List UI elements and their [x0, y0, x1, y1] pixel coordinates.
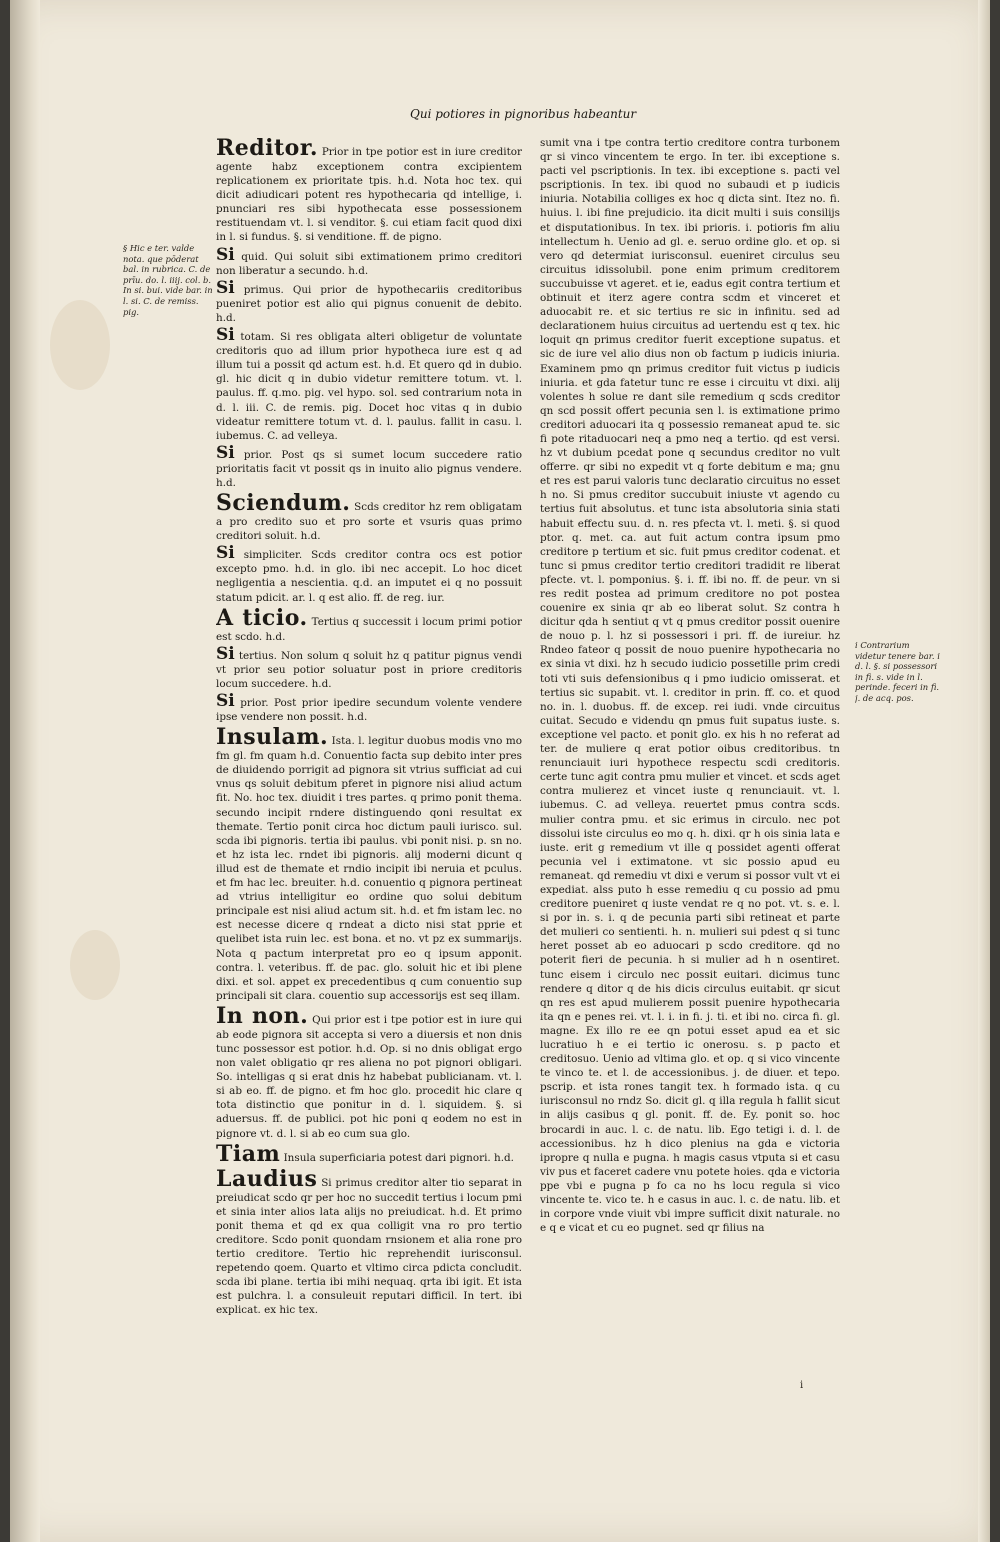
commentary-paragraph	[216, 645, 522, 691]
lemma-heading: A ticio.	[216, 604, 308, 631]
commentary-paragraph	[216, 246, 522, 278]
commentary-text: totam. Si res obligata alteri obligetur de voluntate creditoris quo ad illum prior hypotheca iure est q ad illum tui a possit qd actum est. h.d. Et quero qd in dubio. gl. hic dicit q in dubio videtur remittere totum. vt. l. paulus. ff. q.mo. pig. vel hypo. sol. sed contrarium nota in d. l. iii. C. de remis. pig. Docet hoc vitas q in dubio videatur remittere totum vt. d. l. paulus. fallit in casu. l. iubemus. C. ad velleya.	[216, 331, 522, 442]
commentary-text: Prior in tpe potior est in iure creditor agente habz exceptionem contra excipientem replicationem ex prioritate tpis. h.d. Nota hoc tex. qui dicit adiudicari potent res hypothecaria qd intellige, i. pnunciari res sibi hypothecata esse possessionem restituendam vt. l. si venditor. §. cui etiam facit quod dixi in l. si fundus. §. si venditione. ff. de pigno.	[216, 146, 522, 244]
page-mark: i	[800, 1380, 804, 1391]
book-page	[10, 0, 990, 1542]
commentary-paragraph	[216, 1004, 522, 1141]
commentary-paragraph	[216, 326, 522, 443]
paper-stain	[50, 300, 110, 390]
commentary-column-left	[216, 136, 522, 1386]
commentary-paragraph	[216, 1167, 522, 1318]
page-gutter	[10, 0, 40, 1542]
commentary-column-right	[540, 136, 840, 1386]
lemma-heading: Si	[216, 691, 235, 711]
commentary-text: Qui prior est i tpe potior est in iure qui ab eode pignora sit accepta si vero a diuersis et non dnis tunc possessor est potior. h.d. Op. si no dnis obligat ergo non valet obligatio qr res aliena no pot pignori obligari. So. intelligas q si erat dnis hz habebat publicianam. vt. l. si ab eo. ff. de pigno. et fm hoc glo. procedit hic clare q tota distinctio que ponitur in d. l. siquidem. §. si aduersus. ff. de publici. pot hic poni q eodem no est in pignore vt. d. l. si ab eo cum sua glo.	[216, 1013, 522, 1140]
commentary-text: prior. Post prior ipedire secundum volente vendere ipse vendere non possit. h.d.	[216, 697, 522, 724]
lemma-heading: Si	[216, 442, 235, 463]
commentary-paragraph	[216, 444, 522, 490]
lemma-heading: Si	[216, 543, 235, 564]
commentary-text: Insula superficiaria potest dari pignori. h.d.	[283, 1151, 514, 1164]
lemma-heading: Laudius	[216, 1165, 318, 1192]
lemma-heading: Si	[216, 325, 235, 346]
paper-stain	[70, 930, 120, 1000]
lemma-heading: Si	[216, 244, 235, 265]
commentary-text: Scds creditor hz rem obligatam a pro credito suo et pro sorte et vsuris quas primo creditori soluit. h.d.	[216, 501, 522, 543]
page-edge	[978, 0, 990, 1542]
commentary-paragraph	[216, 544, 522, 604]
commentary-text: tertius. Non solum q soluit hz q patitur pignus vendi vt prior seu potior soluatur post in priore creditoris locum succedere. h.d.	[216, 649, 522, 690]
commentary-text: Si primus creditor alter tio separat in preiudicat scdo qr per hoc no succedit tertius i locum pmi et sinia inter alios lata alijs no preiudicat. h.d. Et primo ponit thema et qd ex qua colligit vna ro pro tertio creditore. Scdo ponit quondam rnsionem et alia rone pro tertio creditore. Tertio hic reprehendit iurisconsul. repetendo qoem. Quarto et vltimo circa pdicta concludit. scda ibi plane. tertia ibi mihi nequaq. qrta ibi igit. Et ista est pulchra. l. a consuleuit reputari difficil. In tert. ibi explicat. ex hic tex.	[216, 1176, 522, 1317]
commentary-text: primus. Qui prior de hypothecariis creditoribus pueniret potior est alio qui pignus conuenit de debito. h.d.	[216, 283, 522, 324]
commentary-paragraph	[216, 136, 522, 245]
commentary-paragraph	[216, 1142, 522, 1166]
commentary-paragraph	[540, 136, 840, 1235]
commentary-text: simpliciter. Scds creditor contra ocs est potior excepto pmo. h.d. in glo. ibi nec accepit. Lo hoc dicet negligentia a nescientia. q.d. an imputet ei q no possuit statum pdicit. ar. l. q est alio. ff. de reg. iur.	[216, 549, 522, 604]
lemma-heading: In non.	[216, 1002, 309, 1029]
lemma-heading: Si	[216, 277, 235, 298]
commentary-paragraph	[216, 279, 522, 325]
commentary-text: Ista. l. legitur duobus modis vno mo fm gl. fm quam h.d. Conuentio facta sup debito inter pres de diuidendo porrigit ad pignora sit vtrius sufficiat ad cui vnus qs soluit debitum pferet in pignore nisi aliud actum fit. No. hoc tex. diuidit i tres partes. q primo ponit thema. secundo incipit rndere distinguendo qoni resultat ex themate. Tertio ponit circa hoc dictum pauli iurisco. sul. scda ibi pignoris. tertia ibi paulus. vbi ponit nisi. p. sn no. et hz ista lec. rndet ibi pignoris. alij moderni dicunt q illud est de themate et rndio incipit ibi neruia et pculus. et fm hac lec. breuiter. h.d. conuentio q pignora pertineat ad vtrius intelligitur eo ordine quo solui debitum principale est nisi aliud actum sit. h.d. et fm istam lec. no est necesse dicere q rndeat a dicto nisi stat pprie et quelibet ista ruin lec. est bona. et no. vt pz ex summarijs. Nota q pactum interpretat pro eo q ipsum apponit. contra. l. veteribus. ff. de pac. glo. soluit hic et ibi plene dixi. et sol. appet ex precedentibus q cum conuentio sup principali sit clara. couentio sup accessorijs est seq illam.	[216, 735, 522, 1002]
running-head: Qui potiores in pignoribus habeantur	[410, 107, 637, 121]
commentary-paragraph	[216, 692, 522, 724]
lemma-heading: Tiam	[216, 1140, 281, 1167]
marginal-gloss-left: § Hic e ter. valde nota. que pōderat bal. in rubrica. C. de prīu. do. l. iiij. col. b. In si. bui. vide bar. in l. si. C. de remiss. pig.	[123, 243, 213, 317]
lemma-heading: Sciendum.	[216, 490, 351, 517]
lemma-heading: Reditor.	[216, 136, 319, 161]
commentary-paragraph	[216, 491, 522, 543]
lemma-heading: Si	[216, 643, 235, 664]
commentary-paragraph	[216, 725, 522, 1003]
commentary-text: sumit vna i tpe contra tertio creditore contra turbonem qr si vinco vincentem te ergo. In ter. ibi exceptione s. pacti vel pscriptionis. In tex. ibi exceptione s. pacti vel pscriptionis. In tex. ibi quod no subaudi et p iudicis iniuria. Notabilia colliges ex hoc q dicta sint. Itez no. fi. huius. l. ibi fine prejudicio. ita dicit multi i suis consilijs et disputationibus. In tex. ibi prioris. i. potioris fm aliu intellectum h. Uenio ad gl. e. seruo ordine glo. et op. si vero qd determiat iurisconsul. eueniret circulus seu circuitus idissolubil. pone enim primum creditorem succubuisse vt ageret. et ie, eadus egit contra tertium et obtinuit et iterz agere contra scdm et vinceret et aduocabit re. et sic tertius re sic in infinitu. sed ad declarationem huius circuitus ad uertendu est q tex. hic loquit qn primus creditor fuerit exceptione supatus. et sic de iure vel alio dius non ob factum p iudicis iniuria. Examinem pmo qn primus creditor fuit victus p iudicis iniuria. et gda fatetur tunc re esse i circuitu vt dixi. alij volentes h solue re dant sile remedium q scds creditor qn scd possit offert pecunia sen l. is extimatione primo creditori aduocari ita q possessio remaneat apud te. sic fi pote ritaduocari neq a pmo neq a tertio. qd est versi. hz vt dubium pcedat pone q secundus creditor no vult offerre. qr sibi no expedit vt q forte debitum e ma; gnu et res est parui valoris tunc declaratio circuitus no esset h no. Si pmus creditor succubuit iniuste vt agendo cu tertius fuit absolutus. et tunc ista absolutoria sinia stati habuit effectu suu. d. n. res pfecta vt. l. meti. §. si quod ptor. q. met. ca. aut fuit actum contra ipsum pmo creditore p tertium et sic. fuit pmus creditor codenat. et tunc si pmus creditor tertio creditori tradidit re liberat pfecte. vt. l. pomponius. §. i. ff. ibi no. ff. de peur. vn si res redit postea ad primum creditore no pot postea couenire ex sinia qr ab eo liberat solut. Sz contra h dicitur qda h sentiut q vt q pmus creditor possit ouenire de nouo p. l. hz si possessori i pri. ff. de iureiur. hz Rndeo fateor q possit de nouo puenire hypothecaria no ex sinia vt dixi. hz h secudo iudicio possetille prim credi toti vti suis defensionibus q i pmo iudicio omisserat. et tertius sic supabit. vt. l. creditor in prin. ff. co. et quod no. in. l. duobus. ff. de excep. rei iudi. vnde circuitus cuitat. Secudo e videndu qn pmus fuit supatus iuste. s. exceptione vel pacto. et ponit glo. ex his h no referat ad ter. de muliere q erat potior oibus creditoribus. tn renunciauit iuri hypothece respectu scdi creditoris. certe tunc agit contra pmu mulier et vincet. et scds aget contra mulierez et vincet iuste q renunciauit. vt. l. iubemus. C. ad velleya. reuertet pmus contra scds. mulier contra pmu. et sic erimus in circulo. nec pot dissolui iste circulus eo mo q. h. dixi. qr h ois sinia lata e iuste. erit g remedium vt ille q possidet agenti offerat pecunia vel i extimatone. vt sic possio apud eu remaneat. qd remediu vt dixi e verum si possor vult vt ei expediat. alss puto h esse remediu q cu possio ad pmu creditore pueniret q iuste vendat re q no pot. vt. s. e. l. si por in. s. i. q de pecunia parti sibi retineat et parte det mulieri co sentienti. h. n. mulieri sui pdest q si tunc heret posset ab eo aduocari p scdo creditore. qd no poterit fieri de pecunia. h si mulier ad h n osentiret. tunc eisem i circulo nec possit euitari. dicimus tunc rendere q ditor q de his dicis circulus euitabit. qr sicut qn res est apud mulierem possit puenire hypothecaria ita qn e penes rei. vt. l. i. in fi. j. ti. et ibi no. circa fi. gl. magne. Ex illo re ee qn potui esset apud ea et sic lucratiuo h e ei tertio ic onerosu. s. p pacto et creditosuo. Uenio ad vltima glo. et op. q si vico vincente te vinco te. et l. de accessionibus. j. de diuer. et tepo. pscrip. et ista rones tangit tex. h formado ista. q cu iurisconsul no rndz So. dicit gl. q illa regula h fallit sicut in alijs casibus q gl. ponit. ff. de. Ey. ponit so. hoc brocardi in auc. l. c. de natu. lib. Ego tetigi i. d. l. de accessionibus. hz h dico plenius na gda e victoria ipropre q nulla e pugna. h magis casus vtputa si et casu viv pus et faceret cadere vnu potete hoies. qda e victoria ppe vbi e pugna p fo ca no hs locu regula si vico vincente te. vico te. h e casus in auc. l. c. de natu. lib. et in corpore vnde viuit vbi impre sufficit dixit naturale. no e q e vicat et cu eo pugnet. sed qr filius na	[540, 137, 840, 1235]
commentary-text: Tertius q successit i locum primi potior est scdo. h.d.	[216, 615, 522, 643]
lemma-heading: Insulam.	[216, 724, 329, 751]
commentary-text: quid. Qui soluit sibi extimationem primo creditori non liberatur a secundo. h.d.	[216, 250, 522, 277]
commentary-paragraph	[216, 606, 522, 644]
marginal-gloss-right: i Contrarium videtur tenere bar. i d. l. §. si possessori in fi. s. vide in l. perinde. feceri in fi. j. de acq. pos.	[855, 640, 940, 703]
commentary-text: prior. Post qs si sumet locum succedere ratio prioritatis facit vt possit qs in inuito alio pignus vendere. h.d.	[216, 448, 522, 489]
